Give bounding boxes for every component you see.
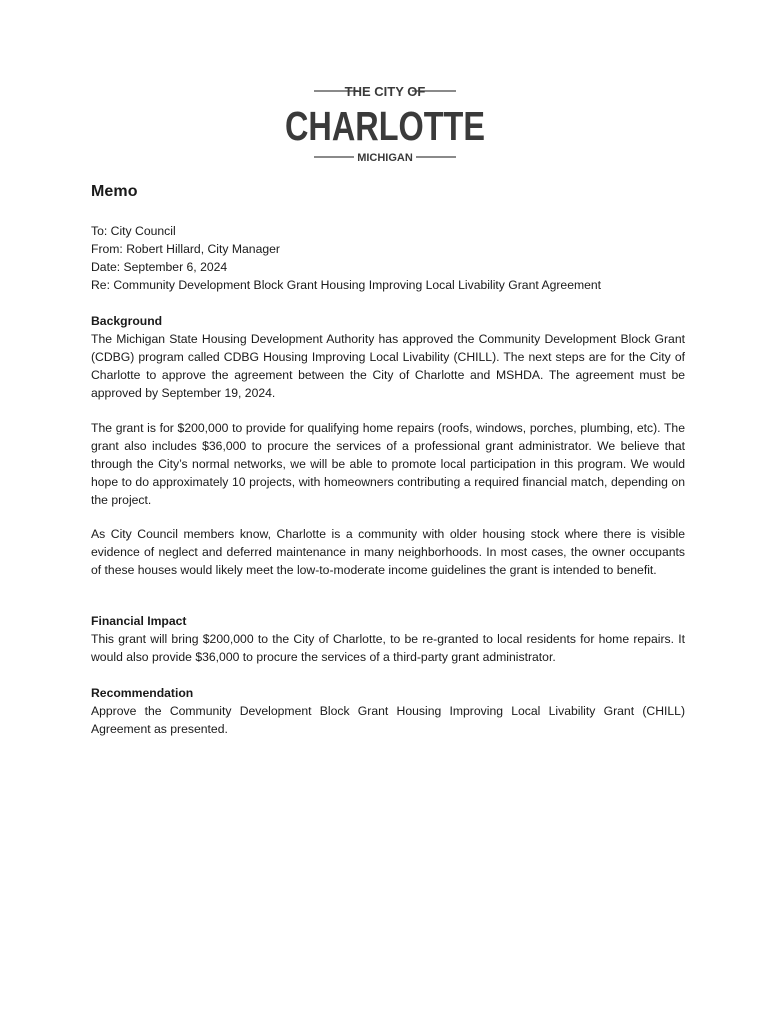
recommendation-section (91, 684, 685, 738)
memo-date: Date: September 6, 2024 (91, 260, 228, 274)
memo-from: From: Robert Hillard, City Manager (91, 242, 280, 256)
logo-line-3: MICHIGAN (357, 152, 413, 164)
memo-subject: Re: Community Development Block Grant Housing Improving Local Livability Grant Agreement (91, 278, 602, 292)
background-paragraph-1: The Michigan State Housing Development Authority has approved the Community Development Block Grant (CDBG) program called CDBG Housing Improving Local Livability (CHILL). The next steps are for the City of Charlotte to approve the agreement between the City of Charlotte and MSHDA. The agreement must be approved by September 19, 2024. (91, 332, 685, 400)
background-paragraph-2-block (91, 419, 685, 509)
memo-header (91, 222, 691, 294)
memo-title: Memo (91, 183, 138, 200)
background-paragraph-2: The grant is for $200,000 to provide for qualifying home repairs (roofs, windows, porches, plumbing, etc). The grant also includes $36,000 to procure the services of a professional grant administrator. We believe that through the City’s normal networks, we will be able to promote local participation in this program. We would hope to do approximately 10 projects, with homeowners contributing a required financial match, depending on the project. (91, 421, 685, 507)
recommendation-heading: Recommendation (91, 686, 194, 700)
logo-graphic (270, 72, 500, 172)
background-section (91, 312, 685, 402)
background-paragraph-3: As City Council members know, Charlotte is a community with older housing stock where there is visible evidence of neglect and deferred maintenance in many neighborhoods. In most cases, the owner occupants of these houses would likely meet the low-to-moderate income guidelines the grant is intended to benefit. (91, 527, 685, 577)
financial-impact-section (91, 612, 685, 666)
logo-line-2: CHARLOTTE (285, 103, 485, 149)
logo-line-1: THE CITY OF (344, 84, 426, 99)
recommendation-text: Approve the Community Development Block Grant Housing Improving Local Livability Grant (CHILL) Agreement as presented. (91, 704, 685, 736)
financial-impact-text: This grant will bring $200,000 to the City of Charlotte, to be re-granted to local residents for home repairs. It would also provide $36,000 to procure the services of a third-party grant administrator. (91, 632, 685, 664)
memo-to: To: City Council (91, 224, 176, 238)
city-of-charlotte-logo (270, 72, 500, 172)
background-paragraph-3-block (91, 525, 685, 579)
background-heading: Background (91, 314, 163, 328)
financial-impact-heading: Financial Impact (91, 614, 187, 628)
